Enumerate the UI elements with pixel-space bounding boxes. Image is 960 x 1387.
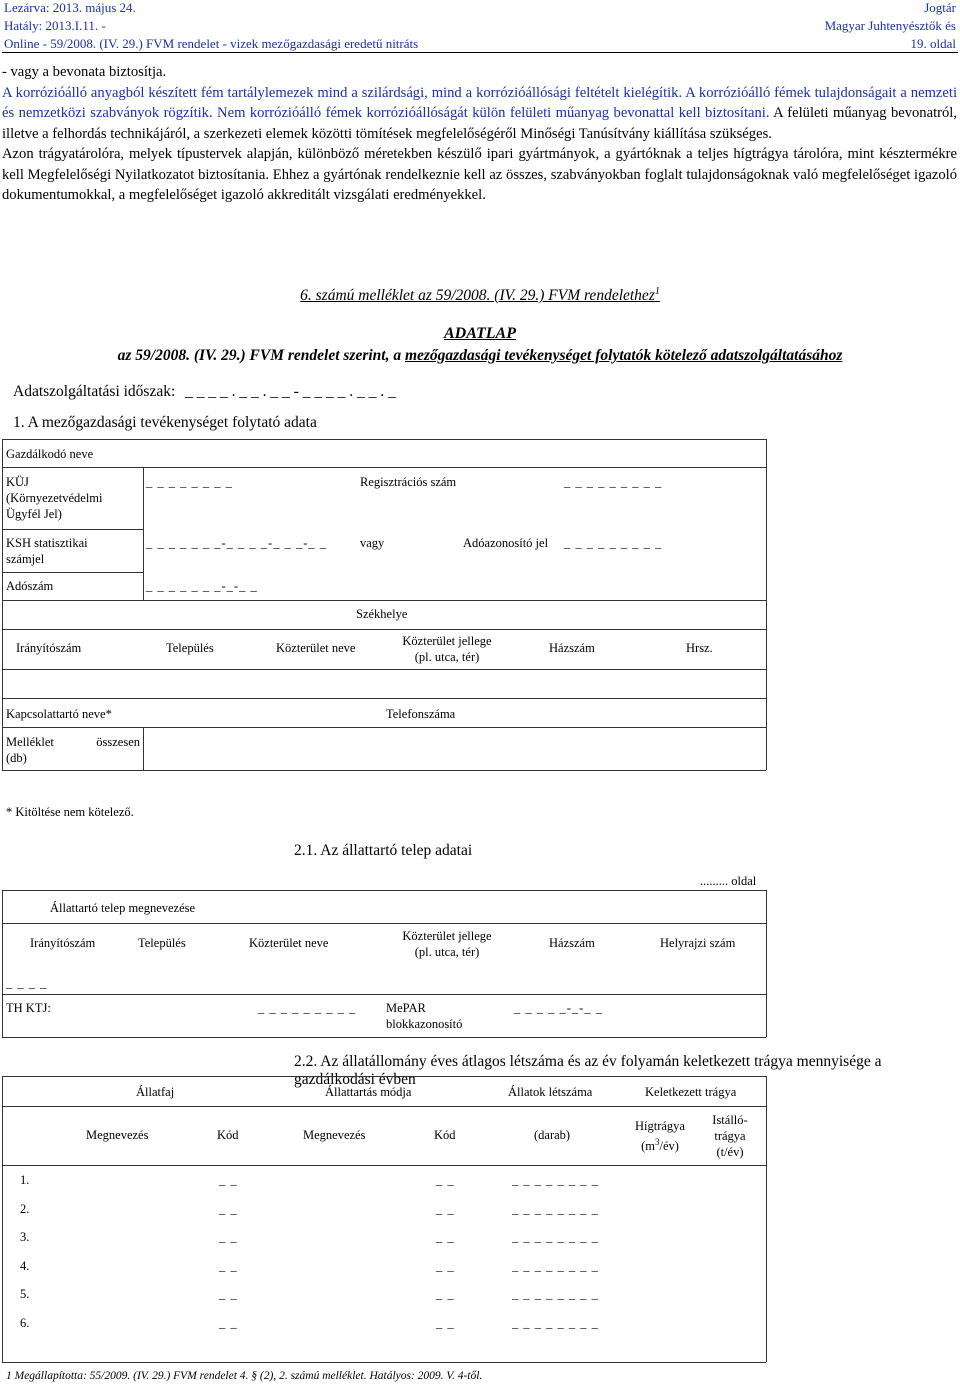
subheader-solid-manure	[702, 1112, 758, 1160]
ksh-field[interactable]: _ _ _ _ _ _ _-_ _ _ _-_ _ _-_ _	[146, 536, 327, 550]
species-code-field[interactable]: _ _	[219, 1230, 238, 1244]
col-street-type-1: Közterület jellege	[402, 634, 492, 648]
header-validity: Hatály: 2013.I.11. -	[4, 18, 106, 33]
annex-title	[0, 286, 960, 305]
subheader-count-unit: (darab)	[534, 1128, 571, 1142]
body-text	[2, 62, 957, 206]
col-postal-code: Irányítószám	[16, 641, 82, 655]
row-number: 1.	[20, 1173, 30, 1187]
kuj-field[interactable]: _ _ _ _ _ _ _ _	[146, 475, 233, 489]
slurry-unit-b: /év)	[659, 1139, 679, 1154]
housing-code-field[interactable]: _ _	[436, 1258, 455, 1273]
headcount-field[interactable]: _ _ _ _ _ _ _ _	[512, 1173, 599, 1187]
annex-footnote-ref: 1	[654, 286, 660, 297]
farm-col-street-type-1: Közterület jellege	[402, 929, 492, 943]
page-ref: ......... oldal	[700, 874, 757, 888]
headcount-field[interactable]: _ _ _ _ _ _ _ _	[512, 1230, 599, 1244]
headcount-field[interactable]: _ _ _ _ _ _ _ _	[512, 1287, 599, 1301]
farm-col-postal-code: Irányítószám	[30, 936, 96, 950]
mepar-field[interactable]: _ _ _ _ _-_-_ _	[514, 1001, 603, 1015]
body-para1-c: A felületi műanyag bevonatról, illetve a felhordás technikájáról, a szerkezeti elemek közötti tömítések megfelelőségéről Minőségi Tanúsítvány kiállítása szükséges.	[2, 105, 957, 142]
row-number: 6.	[20, 1315, 30, 1330]
subheader-species-name: Megnevezés	[86, 1128, 149, 1142]
form-subtitle	[0, 347, 960, 365]
header-right	[825, 0, 956, 53]
tax-id-label: Adóazonosító jel	[463, 536, 549, 550]
tax-number-field[interactable]: _ _ _ _ _ _ _-_-_ _	[146, 579, 258, 593]
subheader-slurry-unit	[628, 1134, 692, 1154]
farm-col-street-type-2: (pl. utca, tér)	[414, 945, 480, 959]
attachments-label-line1	[6, 734, 140, 750]
farmer-name-label: Gazdálkodó neve	[6, 447, 94, 461]
col-lot-number: Hrsz.	[686, 641, 713, 655]
subheader-housing-code: Kód	[434, 1128, 456, 1142]
species-code-field[interactable]: _ _	[219, 1315, 238, 1330]
header-product-name: Jogtár	[924, 0, 956, 15]
slurry-unit-a: (m	[641, 1139, 655, 1154]
subheader-solid-1: Istálló-	[712, 1113, 748, 1127]
form-title-text: ADATLAP	[443, 325, 516, 342]
col-street-type-2: (pl. utca, tér)	[414, 650, 480, 664]
headcount-field[interactable]: _ _ _ _ _ _ _ _	[512, 1201, 599, 1216]
header-left	[4, 0, 418, 53]
farm-name-label: Állattartó telep megnevezése	[50, 901, 196, 915]
phone-label: Telefonszáma	[386, 707, 456, 721]
tax-number-label: Adószám	[6, 579, 54, 593]
attachments-word-2: összesen	[96, 735, 140, 749]
housing-code-field[interactable]: _ _	[436, 1230, 455, 1244]
headcount-field[interactable]: _ _ _ _ _ _ _ _	[512, 1315, 599, 1330]
mepar-label-1: MePAR	[386, 1001, 426, 1015]
thktj-label: TH KTJ:	[6, 1001, 51, 1015]
body-paragraph-1	[2, 83, 957, 145]
row-number: 2.	[20, 1201, 30, 1216]
ksh-label	[6, 535, 88, 567]
row-number: 4.	[20, 1258, 30, 1273]
housing-code-field[interactable]: _ _	[436, 1287, 455, 1301]
mepar-label-2: blokkazonosító	[386, 1017, 463, 1031]
row-number: 5.	[20, 1287, 30, 1301]
col-street-type	[392, 633, 502, 665]
attachments-word-1: Melléklet	[6, 735, 54, 749]
species-code-field[interactable]: _ _	[219, 1287, 238, 1301]
farm-postal-code-field[interactable]: _ _ _ _	[6, 976, 48, 990]
header-species: Állatfaj	[136, 1085, 175, 1099]
header-manure: Keletkezett trágya	[645, 1085, 737, 1099]
kuj-label-3: Ügyfél Jel)	[6, 507, 62, 521]
subheader-species-code: Kód	[217, 1128, 239, 1142]
section22-heading: 2.2. Az állatállomány éves átlagos létszáma és az év folyamán keletkezett trágya mennyisége a gazdálkodási évben	[294, 1053, 882, 1088]
col-house-number: Házszám	[549, 641, 595, 655]
subheader-slurry	[628, 1118, 692, 1154]
housing-code-field[interactable]: _ _	[436, 1201, 455, 1216]
body-line-0: - vagy a bevonata biztosítja.	[2, 64, 167, 80]
form-subtitle-a: az 59/2008. (IV. 29.) FVM rendelet szerint, a	[117, 347, 405, 364]
form-title	[0, 325, 960, 343]
farm-col-house-number: Házszám	[549, 936, 595, 950]
annex-title-text: 6. számú melléklet az 59/2008. (IV. 29.) FVM rendelethez	[300, 287, 655, 305]
optional-note: * Kitöltése nem kötelező.	[6, 805, 134, 819]
or-label: vagy	[360, 536, 385, 550]
footnote: 1 Megállapította: 55/2009. (IV. 29.) FVM rendelet 4. § (2), 2. számú melléklet. Hatályos: 2009. V. 4-től.	[6, 1370, 483, 1382]
housing-code-field[interactable]: _ _	[436, 1315, 455, 1330]
subheader-solid-3: (t/év)	[716, 1145, 744, 1159]
section21-heading: 2.1. Az állattartó telep adatai	[294, 842, 473, 859]
col-settlement: Település	[166, 641, 214, 655]
housing-code-field[interactable]: _ _	[436, 1173, 455, 1187]
farm-col-lot-number: Helyrajzi szám	[660, 936, 736, 950]
headquarters-label: Székhelye	[356, 607, 408, 621]
species-code-field[interactable]: _ _	[219, 1173, 238, 1187]
headcount-field[interactable]: _ _ _ _ _ _ _ _	[512, 1258, 599, 1273]
header-headcount: Állatok létszáma	[508, 1085, 593, 1099]
attachments-label	[6, 734, 140, 766]
body-paragraph-2: Azon trágyatárolóra, melyek típustervek alapján, különböző méretekben készülő ipari gyártmányok, a gyártóknak a teljes hígtrágya tárolóra, mint késztermékre kell Megfelelőségi Nyilatkozatot biztosítania. Ehhez a gyártónak rendelkeznie kell az összes, szabványokban foglalt tulajdonságoknak való megfelelőséget igazoló dokumentumokkal, a megfelelőséget igazoló akkreditált vizsgálati eredményekkel.	[2, 146, 957, 203]
header-licensee: Magyar Juhtenyésztők és	[824, 18, 956, 33]
section1-heading: 1. A mezőgazdasági tevékenységet folytató adata	[13, 414, 317, 431]
mepar-label	[386, 1000, 462, 1032]
registration-number-field[interactable]: _ _ _ _ _ _ _ _ _	[564, 475, 663, 489]
header-page-number: 19. oldal	[910, 36, 956, 51]
subheader-solid-2: trágya	[714, 1129, 746, 1143]
registration-number-label: Regisztrációs szám	[360, 475, 457, 489]
farm-col-street-name: Közterület neve	[249, 936, 329, 950]
species-code-field[interactable]: _ _	[219, 1201, 238, 1216]
thktj-field[interactable]: _ _ _ _ _ _ _ _ _	[258, 1001, 357, 1015]
period-label: Adatszolgáltatási időszak:	[13, 383, 176, 400]
farm-col-settlement: Település	[138, 936, 186, 950]
slurry-unit-sup: 3	[654, 1137, 660, 1147]
ksh-label-2: számjel	[6, 552, 45, 566]
period-row	[13, 383, 396, 401]
body-para1-b: Nem korrózióálló fémek korrózióállóságát külön felületi műanyag bevonattal kell biztosítani.	[212, 105, 770, 121]
header-housing: Állattartás módja	[325, 1085, 412, 1099]
form-subtitle-b: mezőgazdasági tevékenységet folytatók kötelező adatszolgáltatásához	[404, 347, 843, 364]
kuj-label-2: (Környezetvédelmi	[6, 491, 103, 505]
attachments-word-3: (db)	[6, 751, 27, 765]
header-closed-date: Lezárva: 2013. május 24.	[4, 0, 136, 15]
body-para1-a: A korrózióálló anyagból készített fém tartálylemezek mind a szilárdsági, mind a korrózióállósági feltételt kielégítik. A korrózióálló fémek tulajdonságait a nemzeti és nemzetközi szabványok rögzítik.	[2, 84, 957, 121]
subheader-slurry-1: Hígtrágya	[635, 1119, 685, 1133]
subheader-housing-name: Megnevezés	[303, 1128, 366, 1142]
farm-col-street-type	[392, 928, 502, 960]
kuj-label-1: KÜJ	[6, 475, 29, 489]
col-street-name: Közterület neve	[276, 641, 356, 655]
header-document-title: Online - 59/2008. (IV. 29.) FVM rendelet - vizek mezőgazdasági eredetű nitráts	[4, 36, 419, 51]
tax-id-field[interactable]: _ _ _ _ _ _ _ _ _	[564, 536, 663, 550]
header-divider	[2, 52, 958, 53]
ksh-label-1: KSH statisztikai	[6, 536, 88, 550]
kuj-label	[6, 474, 102, 522]
period-blank[interactable]: _ _ _ _ . _ _ . _ _ - _ _ _ _ . _ _ . _	[185, 383, 396, 400]
row-number: 3.	[20, 1230, 30, 1244]
species-code-field[interactable]: _ _	[219, 1258, 238, 1273]
contact-person-label: Kapcsolattartó neve*	[6, 707, 112, 721]
